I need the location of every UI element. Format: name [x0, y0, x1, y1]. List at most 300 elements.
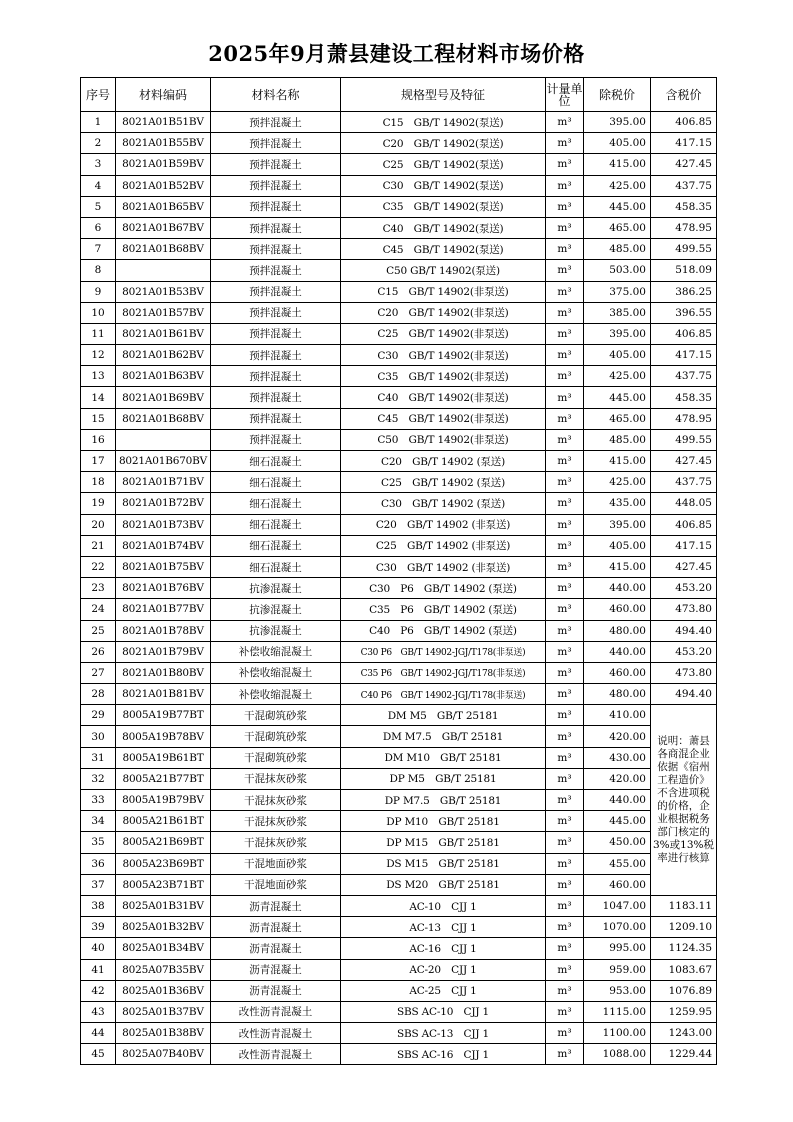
- row-material-name: 干混砌筑砂浆: [211, 726, 341, 747]
- row-spec: C20 GB/T 14902(非泵送): [341, 302, 546, 323]
- row-material-name: 细石混凝土: [211, 493, 341, 514]
- row-material-name: 预拌混凝土: [211, 133, 341, 154]
- row-with-tax-price: 494.40: [651, 684, 717, 705]
- row-code: 8021A01B67BV: [116, 217, 211, 238]
- row-code: 8021A01B71BV: [116, 472, 211, 493]
- row-material-name: 细石混凝土: [211, 472, 341, 493]
- row-index: 4: [81, 175, 116, 196]
- row-unit: m³: [546, 387, 584, 408]
- table-row: [81, 387, 717, 408]
- row-unit: m³: [546, 302, 584, 323]
- row-index: 32: [81, 768, 116, 789]
- row-index: 3: [81, 154, 116, 175]
- row-index: 15: [81, 408, 116, 429]
- row-spec: C20 GB/T 14902 (非泵送): [341, 514, 546, 535]
- row-material-name: 预拌混凝土: [211, 408, 341, 429]
- table-body: [81, 112, 717, 1065]
- row-material-name: 干混地面砂浆: [211, 874, 341, 895]
- table-row: [81, 662, 717, 683]
- row-pre-tax-price: 405.00: [584, 535, 651, 556]
- row-unit: m³: [546, 514, 584, 535]
- row-spec: C50 GB/T 14902(非泵送): [341, 429, 546, 450]
- table-row: [81, 768, 717, 789]
- row-material-name: 细石混凝土: [211, 451, 341, 472]
- row-with-tax-price: 458.35: [651, 196, 717, 217]
- row-spec: DP M7.5 GB/T 25181: [341, 790, 546, 811]
- row-material-name: 干混抹灰砂浆: [211, 832, 341, 853]
- row-code: 8021A01B73BV: [116, 514, 211, 535]
- row-code: 8021A01B52BV: [116, 175, 211, 196]
- row-index: 29: [81, 705, 116, 726]
- row-pre-tax-price: 485.00: [584, 239, 651, 260]
- row-index: 22: [81, 556, 116, 577]
- row-unit: m³: [546, 790, 584, 811]
- row-code: 8025A01B37BV: [116, 1001, 211, 1022]
- row-index: 19: [81, 493, 116, 514]
- row-pre-tax-price: 445.00: [584, 811, 651, 832]
- row-spec: DM M7.5 GB/T 25181: [341, 726, 546, 747]
- row-code: 8005A19B79BV: [116, 790, 211, 811]
- row-unit: m³: [546, 1001, 584, 1022]
- row-pre-tax-price: 375.00: [584, 281, 651, 302]
- row-index: 35: [81, 832, 116, 853]
- table-row: [81, 408, 717, 429]
- row-with-tax-price: 1209.10: [651, 917, 717, 938]
- row-code: 8021A01B59BV: [116, 154, 211, 175]
- table-row: [81, 811, 717, 832]
- row-with-tax-price: 473.80: [651, 599, 717, 620]
- header-index: 序号: [81, 78, 116, 112]
- row-pre-tax-price: 480.00: [584, 620, 651, 641]
- row-code: 8021A01B68BV: [116, 408, 211, 429]
- header-pre-tax: 除税价: [584, 78, 651, 112]
- table-row: [81, 726, 717, 747]
- row-index: 24: [81, 599, 116, 620]
- table-row: [81, 535, 717, 556]
- row-index: 13: [81, 366, 116, 387]
- row-index: 44: [81, 1023, 116, 1044]
- row-pre-tax-price: 450.00: [584, 832, 651, 853]
- row-with-tax-price: 1183.11: [651, 895, 717, 916]
- header-name: 材料名称: [211, 78, 341, 112]
- row-code: 8021A01B61BV: [116, 323, 211, 344]
- row-material-name: 预拌混凝土: [211, 112, 341, 133]
- row-index: 21: [81, 535, 116, 556]
- table-row: [81, 281, 717, 302]
- row-spec: C50 GB/T 14902(泵送): [341, 260, 546, 281]
- row-unit: m³: [546, 260, 584, 281]
- table-row: [81, 239, 717, 260]
- row-pre-tax-price: 420.00: [584, 768, 651, 789]
- table-row: [81, 853, 717, 874]
- row-material-name: 预拌混凝土: [211, 260, 341, 281]
- row-pre-tax-price: 440.00: [584, 790, 651, 811]
- row-spec: DP M5 GB/T 25181: [341, 768, 546, 789]
- row-material-name: 预拌混凝土: [211, 387, 341, 408]
- row-unit: m³: [546, 641, 584, 662]
- table-row: [81, 1023, 717, 1044]
- row-unit: m³: [546, 239, 584, 260]
- row-index: 20: [81, 514, 116, 535]
- row-pre-tax-price: 455.00: [584, 853, 651, 874]
- row-spec: DP M10 GB/T 25181: [341, 811, 546, 832]
- row-material-name: 干混抹灰砂浆: [211, 768, 341, 789]
- row-unit: m³: [546, 980, 584, 1001]
- row-spec: C25 GB/T 14902 (泵送): [341, 472, 546, 493]
- row-with-tax-price: 518.09: [651, 260, 717, 281]
- row-index: 30: [81, 726, 116, 747]
- row-pre-tax-price: 1115.00: [584, 1001, 651, 1022]
- row-unit: m³: [546, 620, 584, 641]
- row-code: [116, 429, 211, 450]
- row-pre-tax-price: 435.00: [584, 493, 651, 514]
- row-index: 28: [81, 684, 116, 705]
- row-with-tax-price: 494.40: [651, 620, 717, 641]
- row-pre-tax-price: 480.00: [584, 684, 651, 705]
- row-index: 34: [81, 811, 116, 832]
- row-material-name: 细石混凝土: [211, 556, 341, 577]
- row-material-name: 改性沥青混凝土: [211, 1001, 341, 1022]
- row-unit: m³: [546, 705, 584, 726]
- row-code: 8021A01B76BV: [116, 578, 211, 599]
- row-code: 8021A01B65BV: [116, 196, 211, 217]
- row-spec: C40 P6 GB/T 14902-JGJ/T178(非泵送): [341, 684, 546, 705]
- row-code: 8021A01B74BV: [116, 535, 211, 556]
- row-material-name: 补偿收缩混凝土: [211, 641, 341, 662]
- row-pre-tax-price: 425.00: [584, 175, 651, 196]
- row-with-tax-price: 448.05: [651, 493, 717, 514]
- row-index: 14: [81, 387, 116, 408]
- table-row: [81, 641, 717, 662]
- row-material-name: 干混抹灰砂浆: [211, 811, 341, 832]
- table-row: [81, 260, 717, 281]
- table-row: [81, 451, 717, 472]
- row-pre-tax-price: 1088.00: [584, 1044, 651, 1065]
- row-material-name: 干混砌筑砂浆: [211, 747, 341, 768]
- row-with-tax-price: 427.45: [651, 451, 717, 472]
- row-with-tax-price: 386.25: [651, 281, 717, 302]
- row-pre-tax-price: 405.00: [584, 133, 651, 154]
- row-spec: SBS AC-13 CJJ 1: [341, 1023, 546, 1044]
- row-spec: DS M15 GB/T 25181: [341, 853, 546, 874]
- row-with-tax-price: 427.45: [651, 154, 717, 175]
- row-unit: m³: [546, 323, 584, 344]
- table-row: [81, 472, 717, 493]
- row-code: 8025A01B34BV: [116, 938, 211, 959]
- table-row: [81, 217, 717, 238]
- table-row: [81, 684, 717, 705]
- row-code: 8025A01B32BV: [116, 917, 211, 938]
- table-row: [81, 874, 717, 895]
- row-spec: C30 GB/T 14902 (泵送): [341, 493, 546, 514]
- row-unit: m³: [546, 895, 584, 916]
- table-row: [81, 620, 717, 641]
- row-with-tax-price: 396.55: [651, 302, 717, 323]
- row-pre-tax-price: 465.00: [584, 408, 651, 429]
- row-pre-tax-price: 415.00: [584, 451, 651, 472]
- row-unit: m³: [546, 556, 584, 577]
- row-material-name: 细石混凝土: [211, 514, 341, 535]
- row-spec: C45 GB/T 14902(泵送): [341, 239, 546, 260]
- row-pre-tax-price: 460.00: [584, 599, 651, 620]
- row-index: 25: [81, 620, 116, 641]
- row-spec: C40 GB/T 14902(泵送): [341, 217, 546, 238]
- row-code: 8005A23B69BT: [116, 853, 211, 874]
- row-pre-tax-price: 415.00: [584, 154, 651, 175]
- row-index: 41: [81, 959, 116, 980]
- row-spec: C20 GB/T 14902 (泵送): [341, 451, 546, 472]
- row-code: 8021A01B63BV: [116, 366, 211, 387]
- row-material-name: 预拌混凝土: [211, 154, 341, 175]
- row-unit: m³: [546, 959, 584, 980]
- row-spec: C30 GB/T 14902(泵送): [341, 175, 546, 196]
- row-unit: m³: [546, 154, 584, 175]
- header-spec: 规格型号及特征: [341, 78, 546, 112]
- row-material-name: 预拌混凝土: [211, 429, 341, 450]
- row-spec: C30 P6 GB/T 14902 (泵送): [341, 578, 546, 599]
- row-unit: m³: [546, 408, 584, 429]
- row-code: 8005A21B61BT: [116, 811, 211, 832]
- row-index: 36: [81, 853, 116, 874]
- row-unit: m³: [546, 599, 584, 620]
- row-unit: m³: [546, 472, 584, 493]
- row-material-name: 沥青混凝土: [211, 938, 341, 959]
- row-spec: C30 P6 GB/T 14902-JGJ/T178(非泵送): [341, 641, 546, 662]
- row-with-tax-price: 499.55: [651, 429, 717, 450]
- row-index: 40: [81, 938, 116, 959]
- row-with-tax-price: 406.85: [651, 323, 717, 344]
- row-with-tax-price: 406.85: [651, 514, 717, 535]
- row-with-tax-price: 417.15: [651, 133, 717, 154]
- row-with-tax-price: 417.15: [651, 535, 717, 556]
- row-with-tax-price: 437.75: [651, 366, 717, 387]
- row-index: 16: [81, 429, 116, 450]
- row-code: [116, 260, 211, 281]
- row-with-tax-price: 499.55: [651, 239, 717, 260]
- row-code: 8021A01B51BV: [116, 112, 211, 133]
- row-unit: m³: [546, 175, 584, 196]
- row-pre-tax-price: 415.00: [584, 556, 651, 577]
- row-unit: m³: [546, 493, 584, 514]
- row-index: 5: [81, 196, 116, 217]
- table-row: [81, 196, 717, 217]
- row-with-tax-price: 1083.67: [651, 959, 717, 980]
- row-unit: m³: [546, 451, 584, 472]
- row-index: 38: [81, 895, 116, 916]
- row-index: 10: [81, 302, 116, 323]
- header-code: 材料编码: [116, 78, 211, 112]
- row-index: 45: [81, 1044, 116, 1065]
- row-material-name: 抗渗混凝土: [211, 599, 341, 620]
- table-row: [81, 323, 717, 344]
- row-material-name: 改性沥青混凝土: [211, 1044, 341, 1065]
- row-spec: C25 GB/T 14902 (非泵送): [341, 535, 546, 556]
- row-spec: C40 GB/T 14902(非泵送): [341, 387, 546, 408]
- table-row: [81, 1044, 717, 1065]
- row-with-tax-price: 1259.95: [651, 1001, 717, 1022]
- row-code: 8021A01B72BV: [116, 493, 211, 514]
- row-code: 8021A01B81BV: [116, 684, 211, 705]
- row-spec: AC-20 CJJ 1: [341, 959, 546, 980]
- table-row: [81, 175, 717, 196]
- row-index: 17: [81, 451, 116, 472]
- row-with-tax-price: 453.20: [651, 641, 717, 662]
- row-index: 27: [81, 662, 116, 683]
- table-row: [81, 429, 717, 450]
- row-with-tax-price: 1243.00: [651, 1023, 717, 1044]
- row-material-name: 预拌混凝土: [211, 217, 341, 238]
- row-material-name: 干混砌筑砂浆: [211, 705, 341, 726]
- row-spec: C45 GB/T 14902(非泵送): [341, 408, 546, 429]
- table-row: [81, 895, 717, 916]
- row-with-tax-price: 453.20: [651, 578, 717, 599]
- row-with-tax-price: 478.95: [651, 408, 717, 429]
- row-index: 1: [81, 112, 116, 133]
- row-spec: C40 P6 GB/T 14902 (泵送): [341, 620, 546, 641]
- row-unit: m³: [546, 217, 584, 238]
- row-pre-tax-price: 1100.00: [584, 1023, 651, 1044]
- row-index: 2: [81, 133, 116, 154]
- row-spec: SBS AC-10 CJJ 1: [341, 1001, 546, 1022]
- row-material-name: 预拌混凝土: [211, 281, 341, 302]
- row-code: 8005A21B69BT: [116, 832, 211, 853]
- table-row: [81, 302, 717, 323]
- row-pre-tax-price: 440.00: [584, 641, 651, 662]
- table-row: [81, 578, 717, 599]
- table-row: [81, 556, 717, 577]
- row-pre-tax-price: 460.00: [584, 874, 651, 895]
- row-unit: m³: [546, 133, 584, 154]
- row-index: 11: [81, 323, 116, 344]
- row-pre-tax-price: 420.00: [584, 726, 651, 747]
- row-index: 42: [81, 980, 116, 1001]
- row-material-name: 沥青混凝土: [211, 895, 341, 916]
- row-material-name: 预拌混凝土: [211, 239, 341, 260]
- row-material-name: 抗渗混凝土: [211, 620, 341, 641]
- row-material-name: 干混抹灰砂浆: [211, 790, 341, 811]
- row-material-name: 细石混凝土: [211, 535, 341, 556]
- row-pre-tax-price: 425.00: [584, 472, 651, 493]
- row-spec: C15 GB/T 14902(非泵送): [341, 281, 546, 302]
- row-material-name: 干混地面砂浆: [211, 853, 341, 874]
- row-unit: m³: [546, 811, 584, 832]
- row-material-name: 沥青混凝土: [211, 959, 341, 980]
- row-code: 8025A07B40BV: [116, 1044, 211, 1065]
- row-pre-tax-price: 503.00: [584, 260, 651, 281]
- row-with-tax-price: 437.75: [651, 472, 717, 493]
- row-code: 8021A01B57BV: [116, 302, 211, 323]
- row-material-name: 改性沥青混凝土: [211, 1023, 341, 1044]
- row-with-tax-price: 1076.89: [651, 980, 717, 1001]
- row-index: 26: [81, 641, 116, 662]
- row-code: 8021A01B55BV: [116, 133, 211, 154]
- row-code: 8021A01B62BV: [116, 345, 211, 366]
- table-row: [81, 112, 717, 133]
- row-unit: m³: [546, 662, 584, 683]
- row-code: 8021A01B80BV: [116, 662, 211, 683]
- header-with-tax: 含税价: [651, 78, 717, 112]
- row-code: 8005A21B77BT: [116, 768, 211, 789]
- page-title: 2025年9月萧县建设工程材料市场价格: [208, 41, 585, 66]
- row-material-name: 预拌混凝土: [211, 302, 341, 323]
- table-row: [81, 133, 717, 154]
- row-material-name: 补偿收缩混凝土: [211, 662, 341, 683]
- row-unit: m³: [546, 832, 584, 853]
- row-spec: DP M15 GB/T 25181: [341, 832, 546, 853]
- row-code: 8021A01B670BV: [116, 451, 211, 472]
- table-row: [81, 345, 717, 366]
- row-code: 8021A01B79BV: [116, 641, 211, 662]
- row-pre-tax-price: 445.00: [584, 196, 651, 217]
- row-unit: m³: [546, 684, 584, 705]
- row-unit: m³: [546, 366, 584, 387]
- table-row: [81, 705, 717, 726]
- row-spec: C20 GB/T 14902(泵送): [341, 133, 546, 154]
- row-pre-tax-price: 959.00: [584, 959, 651, 980]
- row-spec: C25 GB/T 14902(非泵送): [341, 323, 546, 344]
- row-pre-tax-price: 395.00: [584, 514, 651, 535]
- row-pre-tax-price: 1047.00: [584, 895, 651, 916]
- table-header-row: [81, 78, 717, 112]
- row-index: 31: [81, 747, 116, 768]
- row-material-name: 沥青混凝土: [211, 980, 341, 1001]
- row-spec: C35 GB/T 14902(非泵送): [341, 366, 546, 387]
- row-code: 8021A01B53BV: [116, 281, 211, 302]
- row-code: 8025A01B36BV: [116, 980, 211, 1001]
- row-index: 12: [81, 345, 116, 366]
- row-code: 8025A07B35BV: [116, 959, 211, 980]
- row-with-tax-price: 1229.44: [651, 1044, 717, 1065]
- row-unit: m³: [546, 429, 584, 450]
- row-index: 37: [81, 874, 116, 895]
- row-unit: m³: [546, 938, 584, 959]
- row-index: 9: [81, 281, 116, 302]
- row-pre-tax-price: 395.00: [584, 112, 651, 133]
- row-pre-tax-price: 460.00: [584, 662, 651, 683]
- table-row: [81, 366, 717, 387]
- table-row: [81, 980, 717, 1001]
- row-pre-tax-price: 395.00: [584, 323, 651, 344]
- row-unit: m³: [546, 1044, 584, 1065]
- table-row: [81, 599, 717, 620]
- row-index: 8: [81, 260, 116, 281]
- row-index: 7: [81, 239, 116, 260]
- row-spec: C35 P6 GB/T 14902 (泵送): [341, 599, 546, 620]
- row-spec: C35 GB/T 14902(泵送): [341, 196, 546, 217]
- table-row: [81, 493, 717, 514]
- row-spec: C35 P6 GB/T 14902-JGJ/T178(非泵送): [341, 662, 546, 683]
- row-with-tax-price: 406.85: [651, 112, 717, 133]
- row-material-name: 预拌混凝土: [211, 323, 341, 344]
- row-index: 6: [81, 217, 116, 238]
- table-row: [81, 747, 717, 768]
- row-spec: AC-10 CJJ 1: [341, 895, 546, 916]
- row-index: 43: [81, 1001, 116, 1022]
- row-spec: SBS AC-16 CJJ 1: [341, 1044, 546, 1065]
- table-row: [81, 154, 717, 175]
- row-unit: m³: [546, 281, 584, 302]
- table-row: [81, 938, 717, 959]
- row-material-name: 补偿收缩混凝土: [211, 684, 341, 705]
- row-code: 8021A01B78BV: [116, 620, 211, 641]
- row-code: 8021A01B75BV: [116, 556, 211, 577]
- row-with-tax-price: 478.95: [651, 217, 717, 238]
- row-unit: m³: [546, 1023, 584, 1044]
- row-pre-tax-price: 410.00: [584, 705, 651, 726]
- row-unit: m³: [546, 345, 584, 366]
- row-material-name: 沥青混凝土: [211, 917, 341, 938]
- row-pre-tax-price: 385.00: [584, 302, 651, 323]
